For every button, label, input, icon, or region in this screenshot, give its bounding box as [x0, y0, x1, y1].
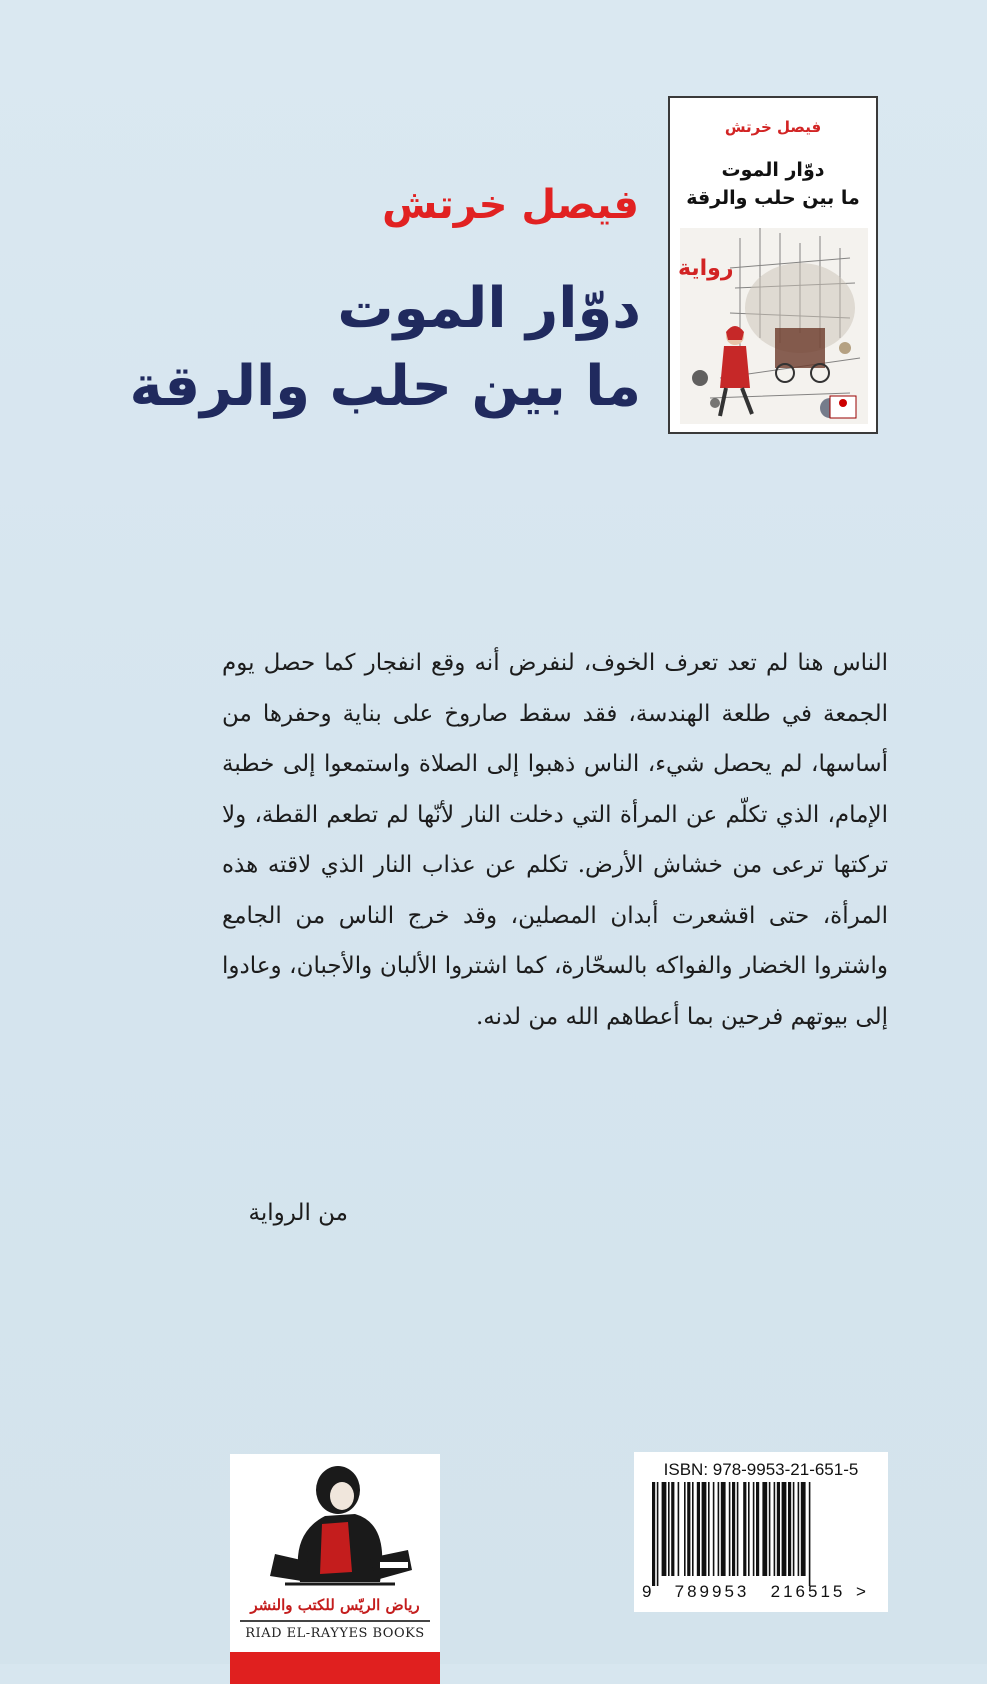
- barcode-bar: [713, 1482, 715, 1576]
- barcode-bar: [801, 1482, 806, 1576]
- barcode-bar: [657, 1482, 659, 1586]
- isbn-label: ISBN: 978-9953-21-651-5: [663, 1460, 859, 1479]
- barcode-bar: [652, 1482, 655, 1586]
- barcode-bar: [793, 1482, 795, 1576]
- front-cover-thumbnail: [668, 96, 878, 434]
- title-line2: ما بين حلب والرقة: [129, 354, 641, 419]
- barcode-digit-group: >: [856, 1582, 866, 1601]
- publisher-logo: [230, 1454, 440, 1684]
- publisher-name-english: RIAD EL-RAYYES BOOKS: [245, 1626, 425, 1641]
- barcode-digit-group: 9: [642, 1582, 652, 1601]
- barcode-bar: [777, 1482, 780, 1576]
- barcode-bar: [732, 1482, 735, 1576]
- barcode-digit-group: 216515: [770, 1582, 846, 1601]
- barcode-bar: [809, 1482, 811, 1586]
- barcode-bar: [721, 1482, 726, 1576]
- barcode-bar: [671, 1482, 674, 1576]
- barcode-bar: [684, 1482, 686, 1576]
- publisher-red-band: [230, 1652, 440, 1684]
- barcode-bar: [668, 1482, 670, 1576]
- barcode-bar: [798, 1482, 800, 1576]
- barcode-bar: [692, 1482, 694, 1576]
- publisher-emblem-icon: [230, 1454, 440, 1594]
- barcode-bar: [762, 1482, 767, 1576]
- barcode-bar: [774, 1482, 776, 1576]
- barcode-bar: [662, 1482, 667, 1576]
- barcode-bar: [708, 1482, 710, 1576]
- barcode-bar: [702, 1482, 707, 1576]
- barcode-bar: [788, 1482, 791, 1576]
- barcode-bar: [748, 1482, 750, 1576]
- publisher-name-arabic: رياض الريّس للكتب والنشر: [250, 1596, 420, 1614]
- barcode-bars: [646, 1482, 876, 1586]
- thumbnail-title: [670, 156, 876, 212]
- barcode-bar: [678, 1482, 680, 1576]
- logo-divider: [240, 1620, 430, 1622]
- barcode-bar: [737, 1482, 739, 1576]
- barcode-bar: [729, 1482, 731, 1576]
- barcode-bar: [687, 1482, 690, 1576]
- barcode-bar: [769, 1482, 771, 1576]
- author-name: فيصل خرتش: [382, 182, 639, 228]
- barcode-bar: [756, 1482, 759, 1576]
- excerpt-source: من الرواية: [248, 1200, 348, 1226]
- blurb-excerpt: الناس هنا لم تعد تعرف الخوف، لنفرض أنه وقع انفجار كما حصل يوم الجمعة في طلعة الهندسة، فقد سقط صاروخ على بناية وحفرها من أساسها، لم يحصل شيء، الناس ذهبوا إلى الصلاة واستمعوا إلى خطبة الإمام، الذي تكلّم عن المرأة التي دخلت النار لأنّها لم تطعم القطة، ولا تركتها ترعى من خشاش الأرض. تكلم عن عذاب النار الذي لاقته هذه المرأة، حتى اقشعرت أبدان المصلين، وقد خرج الناس من الجامع واشتروا الخضار والفواكه بالسحّارة، كما اشتروا الألبان والأجبان، وعادوا إلى بيوتهم فرحين بما أعطاهم الله من لدنه.: [222, 650, 888, 1030]
- thumbnail-title-line2: ما بين حلب والرقة: [686, 187, 860, 209]
- thumbnail-genre: رواية: [678, 256, 734, 281]
- isbn-barcode-box: [634, 1452, 888, 1612]
- barcode-bar: [743, 1482, 746, 1576]
- thumbnail-author: فيصل خرتش: [724, 118, 822, 136]
- barcode-digit-group: 789953: [674, 1582, 750, 1601]
- barcode-bar: [697, 1482, 700, 1576]
- book-title: [130, 270, 641, 426]
- barcode-bar: [753, 1482, 755, 1576]
- barcode-digits: [642, 1582, 884, 1602]
- thumbnail-title-line1: دوّار الموت: [721, 159, 825, 181]
- title-line1: دوّار الموت: [337, 276, 641, 341]
- barcode-bar: [718, 1482, 720, 1576]
- barcode-bar: [782, 1482, 787, 1576]
